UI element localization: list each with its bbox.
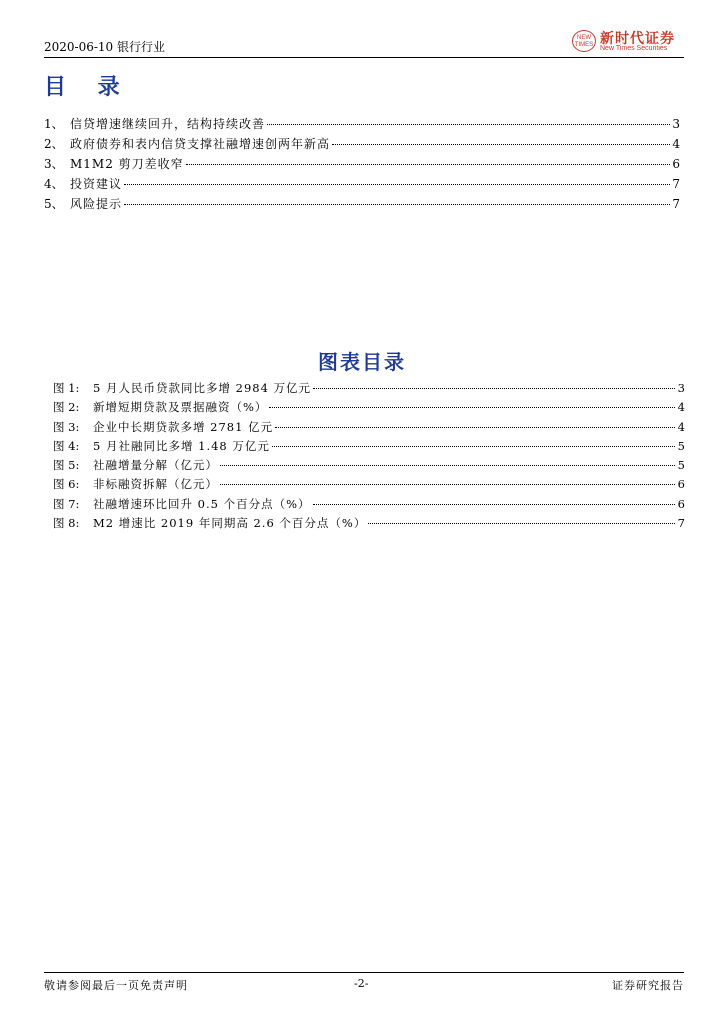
toc-item-number: 1、 [44,117,64,131]
figure-item-page: 6 [677,477,685,492]
figure-index-list [53,380,685,534]
figure-item[interactable] [53,515,685,534]
figure-item-text: 非标融资拆解（亿元） [93,477,218,492]
logo-en-name: New Times Securities [600,45,668,52]
figure-item-text: M2 增速比 2019 年同期高 2.6 个百分点（%） [93,516,367,531]
figure-leader-dots [220,484,675,485]
toc-item[interactable] [44,195,680,215]
company-logo [572,26,684,56]
figure-leader-dots [220,465,675,466]
figure-item-page: 5 [677,458,685,473]
toc-item-page: 7 [672,197,680,211]
toc-item-page: 3 [672,117,680,131]
header-divider [44,57,684,58]
figure-item-text: 企业中长期贷款多增 2781 亿元 [93,419,274,434]
figure-leader-dots [313,504,675,505]
toc-leader-dots [267,124,670,125]
toc-item[interactable] [44,155,680,175]
figure-item[interactable] [53,419,685,438]
footer-page-number: -2- [354,977,369,990]
figure-leader-dots [269,407,675,408]
logo-cn-name: 新时代证券 [600,31,675,47]
logo-badge: NEW TIMES [572,30,596,52]
toc-item-page: 6 [672,157,680,171]
toc-item-text: 风险提示 [70,197,123,211]
toc-item-number: 3、 [44,157,64,171]
figure-item-label: 图 7: [53,496,80,511]
toc-leader-dots [332,144,670,145]
footer-disclaimer-note: 敬请参阅最后一页免责声明 [44,979,188,992]
figure-item[interactable] [53,476,685,495]
figure-item[interactable] [53,380,685,399]
figure-item-page: 7 [677,516,685,531]
toc-item-number: 5、 [44,197,64,211]
toc-item-text: 信贷增速继续回升，结构持续改善 [70,117,266,131]
figure-item-label: 图 2: [53,400,80,415]
toc-list [44,115,680,215]
toc-item[interactable] [44,135,680,155]
figure-item[interactable] [53,496,685,515]
toc-item-text: M1M2 剪刀差收窄 [70,157,184,171]
figure-item-label: 图 8: [53,516,80,531]
figure-item-label: 图 3: [53,419,80,434]
figure-item-text: 新增短期贷款及票据融资（%） [93,400,268,415]
figure-item[interactable] [53,457,685,476]
figure-leader-dots [275,427,675,428]
toc-item-text: 政府债券和表内信贷支撑社融增速创两年新高 [70,137,331,151]
figure-item[interactable] [53,399,685,418]
figure-item-label: 图 1: [53,381,80,395]
figure-leader-dots [368,523,675,524]
figure-item-text: 社融增速环比回升 0.5 个百分点（%） [93,496,311,511]
toc-item-number: 4、 [44,177,64,191]
toc-item[interactable] [44,175,680,195]
figure-leader-dots [272,446,675,447]
figure-item-page: 3 [677,381,685,395]
toc-item-text: 投资建议 [70,177,123,191]
figure-item-text: 5 月人民币贷款同比多增 2984 万亿元 [93,381,312,395]
toc-leader-dots [124,184,670,185]
footer-report-type: 证券研究报告 [612,979,684,992]
header-date-sector: 2020-06-10 银行行业 [44,40,166,54]
figure-item[interactable] [53,438,685,457]
figure-item-page: 4 [677,400,685,415]
figure-item-label: 图 4: [53,438,80,453]
toc-leader-dots [124,204,670,205]
toc-item-number: 2、 [44,137,64,151]
toc-leader-dots [186,164,670,165]
figure-leader-dots [313,388,675,389]
figure-item-page: 4 [677,419,685,434]
figure-item-text: 社融增量分解（亿元） [93,458,218,473]
toc-item-page: 7 [672,177,680,191]
figure-item-page: 6 [677,496,685,511]
figure-index-title: 图表目录 [318,350,406,374]
toc-title: 目 录 [44,74,132,100]
figure-item-label: 图 5: [53,458,80,473]
figure-item-label: 图 6: [53,477,80,492]
toc-item-page: 4 [672,137,680,151]
figure-item-page: 5 [677,438,685,453]
figure-item-text: 5 月社融同比多增 1.48 万亿元 [93,438,270,453]
footer-divider [44,972,684,973]
toc-item[interactable] [44,115,680,135]
